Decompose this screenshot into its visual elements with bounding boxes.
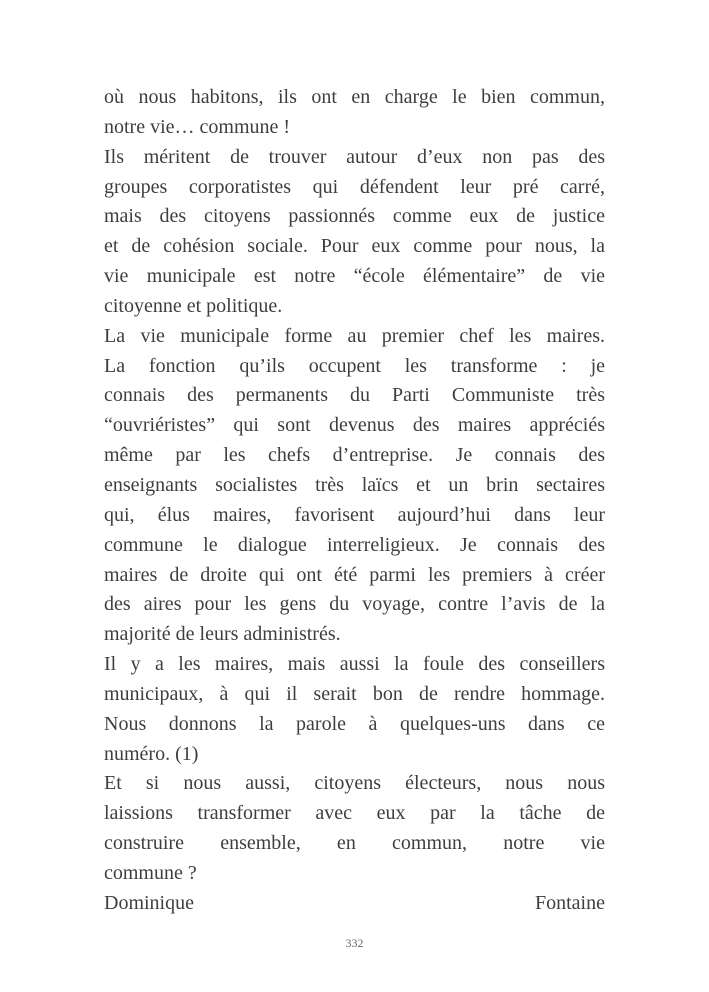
text-line: commune le dialogue interreligieux. Je connais des (104, 533, 605, 556)
text-line: vie municipale est notre “école élémentaire” de vie (104, 265, 605, 288)
paragraph (104, 83, 605, 143)
text-line: Nous donnons la parole à quelques-uns dans ce (104, 712, 605, 735)
text-line: Ils méritent de trouver autour d’eux non pas des (104, 145, 605, 168)
text-line: La vie municipale forme au premier chef les maires. (104, 324, 605, 347)
text-line: connais des permanents du Parti Communiste très (104, 384, 605, 407)
text-line: maires de droite qui ont été parmi les premiers à créer (104, 563, 605, 586)
text-line: laissions transformer avec eux par la tâche de (104, 802, 605, 825)
text-line: et de cohésion sociale. Pour eux comme pour nous, la (104, 235, 605, 258)
text-line: citoyenne et politique. (104, 294, 283, 317)
text-line: enseignants socialistes très laïcs et un brin sectaires (104, 473, 605, 496)
text-line: commune ? (104, 861, 197, 884)
signature-last-name: Fontaine (535, 891, 605, 914)
paragraph (104, 143, 605, 322)
text-line: construire ensemble, en commun, notre vie (104, 832, 605, 855)
text-line: mais des citoyens passionnés comme eux de justice (104, 205, 605, 228)
text-line: Il y a les maires, mais aussi la foule des conseillers (104, 653, 605, 676)
page-number: 332 (345, 936, 364, 950)
paragraphs-container (104, 83, 605, 889)
text-line: des aires pour les gens du voyage, contre l’avis de la (104, 593, 605, 616)
page-text (104, 83, 605, 919)
text-line: municipaux, à qui il serait bon de rendre hommage. (104, 682, 605, 705)
text-line: “ouvriéristes” qui sont devenus des maires appréciés (104, 414, 605, 437)
text-line: où nous habitons, ils ont en charge le bien commun, (104, 86, 605, 108)
text-line: même par les chefs d’entreprise. Je connais des (104, 444, 605, 467)
text-line: notre vie… commune ! (104, 115, 291, 138)
signature-line (104, 889, 605, 919)
paragraph (104, 322, 605, 650)
text-line: majorité de leurs administrés. (104, 623, 341, 646)
paragraph (104, 650, 605, 769)
text-line: groupes corporatistes qui défendent leur pré carré, (104, 175, 605, 198)
text-line: Et si nous aussi, citoyens électeurs, nous nous (104, 772, 605, 795)
text-line: La fonction qu’ils occupent les transforme : je (104, 354, 605, 377)
text-line: qui, élus maires, favorisent aujourd’hui dans leur (104, 503, 605, 526)
paragraph (104, 769, 605, 888)
signature-first-name: Dominique (104, 891, 194, 914)
text-line: numéro. (1) (104, 742, 199, 765)
